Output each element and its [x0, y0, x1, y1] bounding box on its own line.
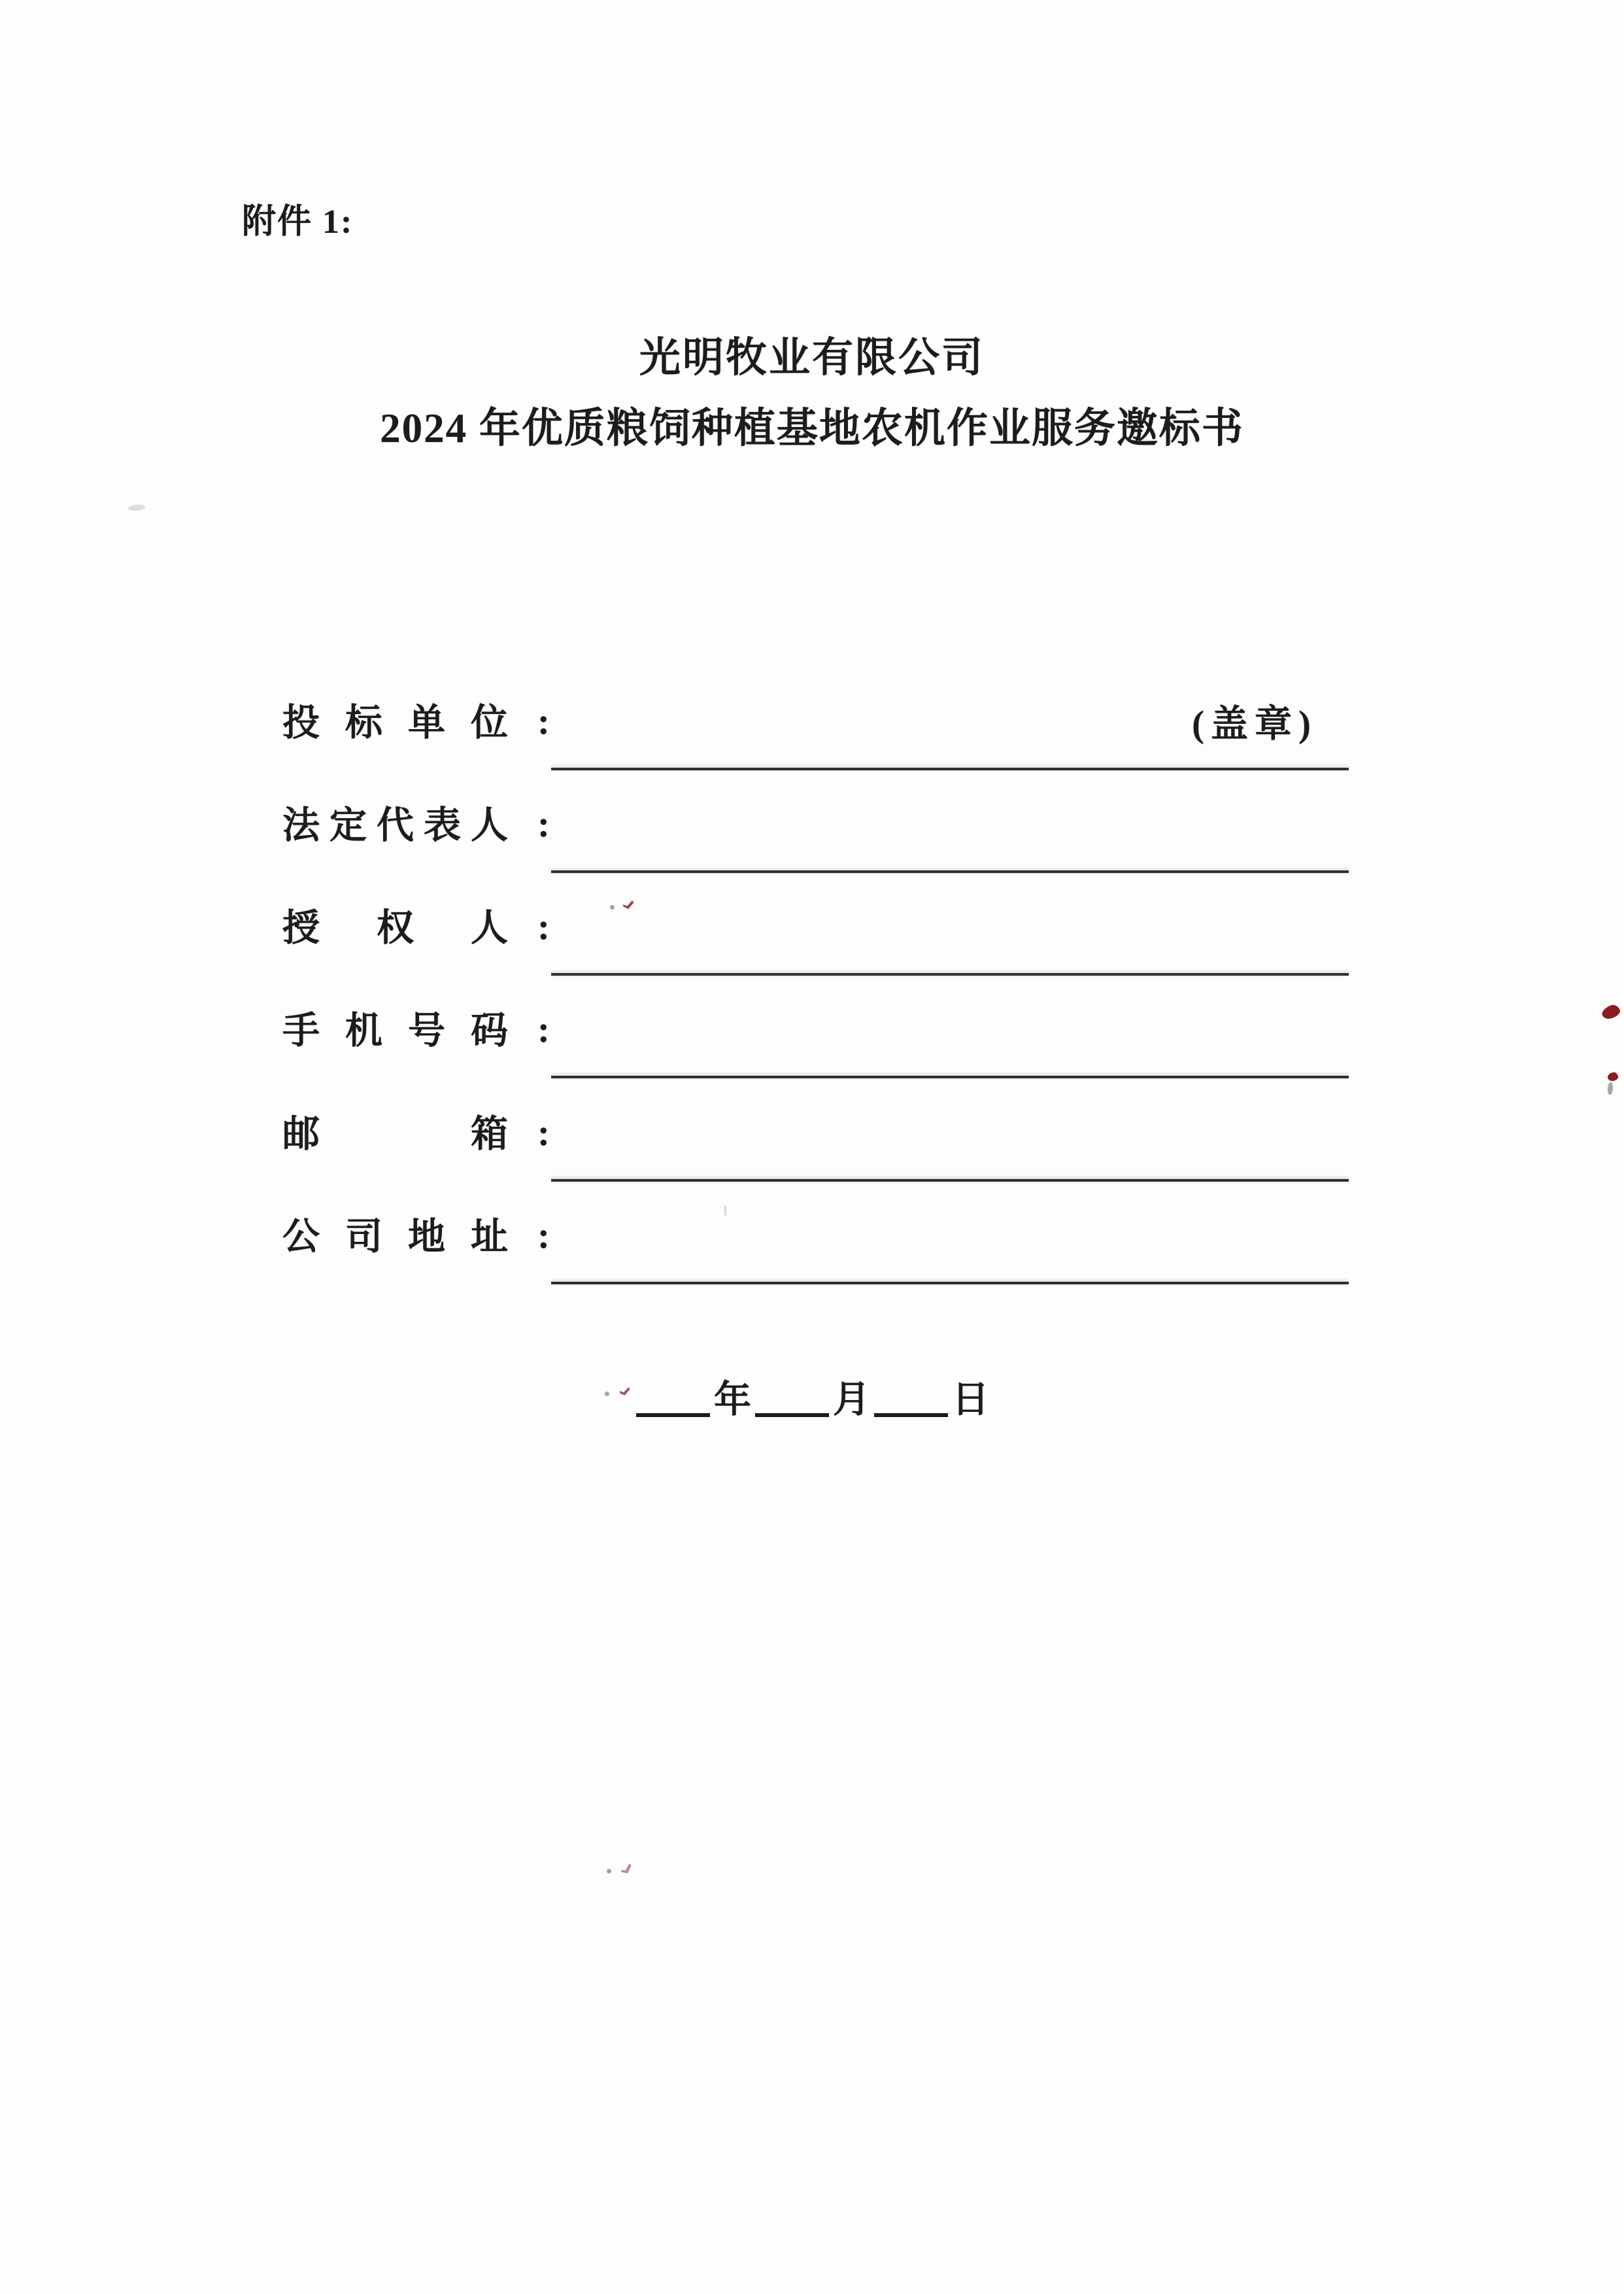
- label-colon: :: [537, 906, 550, 948]
- label-char: 机: [345, 1010, 382, 1052]
- label-char: 授: [282, 908, 320, 949]
- month-blank: [755, 1413, 829, 1417]
- label-char: 投: [282, 702, 320, 744]
- label-char: 权: [377, 908, 414, 949]
- attachment-label: 附件 1:: [242, 203, 354, 241]
- day-label: 日: [952, 1379, 990, 1420]
- stain-mark: [610, 905, 615, 910]
- form-row-投标单位: [282, 703, 1349, 795]
- year-blank: [636, 1413, 710, 1417]
- document-title-line2: 2024 年优质粮饲种植基地农机作业服务邀标书: [380, 405, 1244, 451]
- form-row-法定代表人: [282, 806, 1349, 897]
- label-colon: :: [537, 701, 550, 742]
- label-char: 标: [345, 702, 382, 744]
- stain-mark: [605, 1392, 609, 1396]
- label-char: 地: [408, 1216, 445, 1258]
- stain-mark: [607, 1869, 611, 1874]
- date-line: [0, 1380, 1624, 1420]
- document-title-line1: 光明牧业有限公司: [639, 335, 985, 381]
- label-colon: :: [537, 1215, 550, 1256]
- stain-mark: [1600, 1003, 1622, 1021]
- field-label: [282, 1217, 508, 1258]
- fill-in-blank-line: [551, 1179, 1349, 1182]
- fill-in-blank-line: [551, 1076, 1349, 1078]
- stain-mark: [1607, 1082, 1614, 1095]
- label-char: 邮: [282, 1114, 320, 1155]
- stain-mark: [724, 1205, 726, 1216]
- fill-in-blank-line: [551, 973, 1349, 976]
- label-char: 箱: [471, 1114, 508, 1155]
- stain-mark: [620, 1863, 632, 1874]
- fill-in-blank-line: [551, 768, 1349, 770]
- field-label: [282, 806, 508, 846]
- day-blank: [874, 1413, 948, 1417]
- field-label: [282, 703, 508, 744]
- fill-in-blank-line: [551, 1282, 1349, 1284]
- form-row-邮箱: [282, 1114, 1349, 1206]
- form-row-公司地址: [282, 1217, 1349, 1309]
- label-colon: :: [537, 1009, 550, 1050]
- label-char: 手: [282, 1010, 320, 1052]
- stain-mark: [1607, 1072, 1619, 1082]
- field-label: [282, 1011, 508, 1052]
- label-char: 定: [330, 805, 367, 846]
- label-colon: :: [537, 1112, 550, 1154]
- month-label: 月: [833, 1379, 871, 1420]
- field-label: [282, 908, 508, 949]
- label-char: 代: [377, 805, 414, 846]
- field-label: [282, 1114, 508, 1155]
- seal-note: (盖章): [1192, 704, 1317, 745]
- label-char: 法: [282, 805, 320, 846]
- label-colon: :: [537, 804, 550, 845]
- label-char: 号: [408, 1010, 445, 1052]
- label-char: 公: [282, 1216, 320, 1258]
- label-char: 单: [408, 702, 445, 744]
- label-char: 位: [471, 702, 508, 744]
- label-char: 司: [345, 1216, 382, 1258]
- stain-mark: [128, 504, 146, 511]
- label-char: 人: [471, 805, 508, 846]
- fill-in-blank-line: [551, 870, 1349, 873]
- form-row-授权人: [282, 908, 1349, 1000]
- label-char: 人: [471, 908, 508, 949]
- label-char: 表: [424, 805, 461, 846]
- label-char: 码: [471, 1010, 508, 1052]
- form-row-手机号码: [282, 1011, 1349, 1103]
- label-char: 址: [471, 1216, 508, 1258]
- year-label: 年: [714, 1379, 753, 1420]
